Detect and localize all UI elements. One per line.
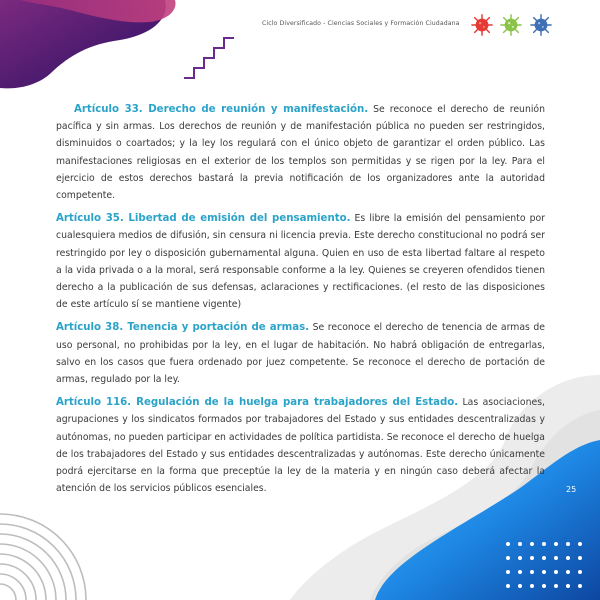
article-title: Artículo 35. Libertad de emisión del pensamiento. <box>56 213 351 225</box>
page-number: 25 <box>566 485 577 494</box>
article-38 <box>56 319 545 388</box>
virus-icon-red <box>471 14 493 36</box>
article-116 <box>56 394 545 497</box>
article-33 <box>56 101 545 204</box>
article-35 <box>56 210 545 313</box>
article-title: Artículo 116. Regulación de la huelga para trabajadores del Estado. <box>56 397 459 409</box>
dot-grid-decoration <box>504 540 584 590</box>
zigzag-line <box>184 38 234 78</box>
purple-blob-shape <box>0 0 176 88</box>
article-title: Artículo 33. Derecho de reunión y manifestación. <box>74 104 369 115</box>
concentric-arcs <box>0 514 86 600</box>
article-body: Es libre la emisión del pensamiento por cualesquiera medios de difusión, sin censura ni licencia previa. Este derecho constitucional no podrá ser restringido por ley o disposición gubernamental alguna. Quien en uso de esta libertad faltare al respeto a la vida privada o a la moral, será responsable conforme a la ley. Quienes se creyeren ofendidos tienen derecho a la publicación de sus defensas, aclaraciones y rectificaciones. (el resto de las disposiciones de este artículo sí se mantiene vigente) <box>56 213 546 311</box>
article-body: Las asociaciones, agrupaciones y los sindicatos formados por trabajadores del Estado y sus entidades descentralizadas y autónomas, no pueden participar en actividades de política partidista. Se reconoce el derecho de huelga de los trabajadores del Estado y sus entidades descentralizadas y autónomas. Este derecho únicamente podrá ejercitarse en la forma que preceptúe la ley de la materia y en ningún caso deberá afectar la atención de los servicios públicos esenciales. <box>56 397 545 495</box>
virus-icon-green <box>500 14 522 36</box>
article-body: Se reconoce el derecho de tenencia de armas de uso personal, no prohibidas por la ley, en el lugar de habitación. No habrá obligación de entregarlas, salvo en los casos que fuera ordenado por juez competente. Se reconoce el derecho de portación de armas, regulado por la ley. <box>56 322 545 386</box>
article-body: Se reconoce el derecho de reunión pacífica y sin armas. Los derechos de reunión y de manifestación pública no pueden ser restringidos, disminuidos o coartados; y la ley los regulará con el único objeto de garantizar el orden público. Las manifestaciones religiosas en el exterior de los templos son permitidas y se rigen por la ley. Para el ejercicio de estos derechos bastará la previa notificación de los organizadores ante la autoridad competente. <box>56 104 545 202</box>
header-subtitle: Ciclo Diversificado - Ciencias Sociales y Formación Ciudadana <box>262 20 460 27</box>
articles-content <box>56 101 545 503</box>
article-title: Artículo 38. Tenencia y portación de armas. <box>56 322 310 334</box>
virus-icon-blue <box>530 14 552 36</box>
